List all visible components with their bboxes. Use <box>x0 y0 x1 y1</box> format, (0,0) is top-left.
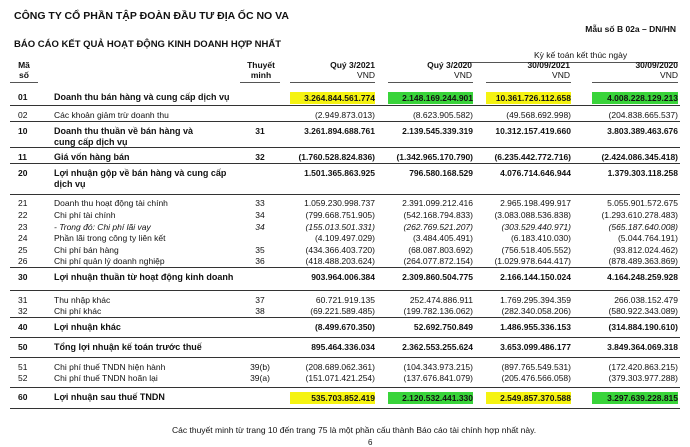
value-text: (580.922.343.089) <box>608 306 678 316</box>
value-text: (208.689.062.361) <box>305 362 375 372</box>
row-value <box>388 342 473 352</box>
value-text: 4.164.248.259.928 <box>607 272 678 282</box>
row-value <box>388 245 473 255</box>
row-label <box>54 198 168 209</box>
value-text: (1.760.528.824.836) <box>298 152 375 162</box>
row-code: 52 <box>18 373 28 383</box>
header-rule <box>10 82 38 83</box>
row-note-ref: 32 <box>255 152 265 162</box>
row-label <box>54 222 151 233</box>
row-value <box>486 152 571 162</box>
row-label <box>54 168 226 190</box>
value-text: (878.489.363.869) <box>608 256 678 266</box>
row-note-ref: 39(a) <box>250 373 270 383</box>
row-label-line: Doanh thu bán hàng và cung cấp dịch vụ <box>54 92 230 102</box>
value-text: 796.580.168.529 <box>409 168 473 178</box>
value-text: 252.474.886.911 <box>409 295 473 305</box>
header-rule <box>240 82 280 83</box>
value-text: (49.568.692.998) <box>506 110 571 120</box>
period-label: Quý 3/2021 <box>330 60 375 70</box>
code-header-line-2: số <box>19 70 29 80</box>
row-value <box>388 110 473 120</box>
row-code: 50 <box>18 342 28 352</box>
row-value <box>486 295 571 305</box>
form-number: Mẫu số B 02a – DN/HN <box>585 24 676 34</box>
row-value <box>290 126 375 136</box>
row-label <box>54 110 169 121</box>
row-value <box>592 110 678 120</box>
value-text: (69.221.589.485) <box>310 306 375 316</box>
value-text: 2.391.099.212.416 <box>402 198 473 208</box>
row-label-line: Chi phí tài chính <box>54 210 116 220</box>
value-text: (897.765.549.531) <box>501 362 571 372</box>
value-text: 903.964.006.384 <box>311 272 375 282</box>
row-label <box>54 362 165 373</box>
row-label-line: Doanh thu hoạt động tài chính <box>54 198 168 208</box>
value-text: 3.264.844.561.774 <box>290 92 375 104</box>
row-value <box>592 342 678 352</box>
row-value <box>592 222 678 232</box>
value-text: 60.721.919.135 <box>315 295 375 305</box>
row-note-ref: 35 <box>255 245 265 255</box>
row-label-line: Phần lãi trong công ty liên kết <box>54 233 166 243</box>
footer-note: Các thuyết minh từ trang 10 đến trang 75 là một phần cấu thành Báo cáo tài chính hợp nhất này. <box>172 425 537 435</box>
row-label-line: Lợi nhuận gộp về bán hàng và cung cấp <box>54 168 227 178</box>
row-value <box>592 198 678 208</box>
note-header-line-2: minh <box>250 70 272 80</box>
row-value <box>290 342 375 352</box>
value-text: 1.059.230.998.737 <box>304 198 375 208</box>
row-label-line: Tổng lợi nhuận kế toán trước thuế <box>54 342 202 352</box>
value-text: (262.769.521.207) <box>403 222 473 232</box>
value-text: (151.071.421.254) <box>305 373 375 383</box>
value-text: (418.488.203.624) <box>305 256 375 266</box>
row-value <box>486 222 571 232</box>
period-column-header <box>275 60 375 80</box>
value-text: (1.029.978.644.417) <box>494 256 571 266</box>
value-text: 2.309.860.504.775 <box>402 272 473 282</box>
row-value <box>290 272 375 282</box>
row-value <box>388 92 473 104</box>
period-unit: VND <box>552 70 570 80</box>
row-note-ref: 39(b) <box>250 362 270 372</box>
row-value <box>388 198 473 208</box>
value-text: (104.343.973.215) <box>403 362 473 372</box>
header-rule <box>290 82 375 83</box>
row-value <box>592 126 678 136</box>
row-value <box>486 233 571 243</box>
row-value <box>290 198 375 208</box>
value-text: (282.340.058.206) <box>501 306 571 316</box>
row-value <box>388 152 473 162</box>
value-text: (8.499.670.350) <box>314 322 375 332</box>
value-text: 2.166.144.150.024 <box>500 272 571 282</box>
row-value <box>592 295 678 305</box>
row-label <box>54 322 121 333</box>
value-text: 10.312.157.419.660 <box>495 126 571 136</box>
row-note-ref: 37 <box>255 295 265 305</box>
row-value <box>290 210 375 220</box>
row-value <box>486 272 571 282</box>
row-value <box>486 362 571 372</box>
value-text: 10.361.726.112.658 <box>486 92 571 104</box>
value-text: 4.008.228.129.213 <box>592 92 678 104</box>
page-number: 6 <box>368 438 373 447</box>
row-value <box>290 222 375 232</box>
row-code: 40 <box>18 322 28 332</box>
row-label <box>54 306 101 317</box>
value-text: 2.148.169.244.901 <box>388 92 473 104</box>
value-text: (314.884.190.610) <box>608 322 678 332</box>
row-code: 02 <box>18 110 28 120</box>
row-label-line: Các khoản giảm trừ doanh thu <box>54 110 169 120</box>
value-text: (303.529.440.971) <box>501 222 571 232</box>
row-value <box>592 272 678 282</box>
row-label <box>54 210 115 221</box>
row-note-ref: 31 <box>255 126 265 136</box>
row-code: 30 <box>18 272 28 282</box>
value-text: (68.087.803.692) <box>408 245 473 255</box>
row-separator <box>10 337 680 338</box>
value-text: 2.139.545.339.319 <box>402 126 473 136</box>
row-value <box>486 373 571 383</box>
row-value <box>592 92 678 104</box>
row-value <box>290 92 375 104</box>
row-value <box>290 168 375 178</box>
value-text: (199.782.136.062) <box>403 306 473 316</box>
row-value <box>486 168 571 178</box>
value-text: (5.044.764.191) <box>617 233 678 243</box>
value-text: (93.812.024.462) <box>613 245 678 255</box>
row-label-line: Thu nhập khác <box>54 295 111 305</box>
row-value <box>290 110 375 120</box>
report-title: BÁO CÁO KẾT QUẢ HOẠT ĐỘNG KINH DOANH HỢP NHẤT <box>14 39 282 50</box>
row-label <box>54 272 233 283</box>
row-label-line: Doanh thu thuần về bán hàng và <box>54 126 194 136</box>
period-heading: Kỳ kế toán kết thúc ngày <box>534 50 628 60</box>
company-name: CÔNG TY CỔ PHẦN TẬP ĐOÀN ĐẦU TƯ ĐỊA ỐC NO VA <box>14 10 289 22</box>
row-value <box>290 256 375 266</box>
value-text: (379.303.977.288) <box>608 373 678 383</box>
value-text: (1.293.610.278.483) <box>601 210 678 220</box>
value-text: (6.183.410.030) <box>510 233 571 243</box>
row-value <box>592 392 678 404</box>
row-value <box>592 306 678 316</box>
row-value <box>388 322 473 332</box>
row-label <box>54 152 130 163</box>
value-text: (756.518.405.552) <box>501 245 571 255</box>
row-code: 11 <box>18 152 27 162</box>
period-unit: VND <box>660 70 678 80</box>
value-text: (137.676.841.079) <box>403 373 473 383</box>
row-value <box>486 342 571 352</box>
value-text: 266.038.152.479 <box>614 295 678 305</box>
row-value <box>290 233 375 243</box>
value-text: (565.187.640.008) <box>608 222 678 232</box>
row-value <box>486 256 571 266</box>
value-text: 3.261.894.688.761 <box>304 126 375 136</box>
row-value <box>592 210 678 220</box>
row-code: 26 <box>18 256 28 266</box>
row-code: 23 <box>18 222 28 232</box>
period-unit: VND <box>357 70 375 80</box>
code-header-line-1: Mã <box>18 60 30 70</box>
row-note-ref: 34 <box>255 210 265 220</box>
row-value <box>486 306 571 316</box>
row-label-line: Lợi nhuận thuần từ hoạt động kinh doanh <box>54 272 234 282</box>
row-value <box>486 245 571 255</box>
row-separator <box>10 121 680 122</box>
value-text: 535.703.852.419 <box>290 392 375 404</box>
note-header-line-1: Thuyết <box>247 60 275 70</box>
row-label-line: dịch vụ <box>54 179 86 189</box>
row-value <box>290 152 375 162</box>
row-separator <box>10 387 680 388</box>
row-value <box>486 126 571 136</box>
value-text: 2.362.553.255.624 <box>402 342 473 352</box>
row-label-line: Lợi nhuận sau thuế TNDN <box>54 392 165 402</box>
row-label-line: Giá vốn hàng bán <box>54 152 130 162</box>
row-label <box>54 295 110 306</box>
value-text: (8.623.905.582) <box>412 110 473 120</box>
row-separator <box>10 290 680 291</box>
row-code: 20 <box>18 168 28 178</box>
value-text: 3.849.364.069.318 <box>607 342 678 352</box>
row-value <box>486 110 571 120</box>
row-label-line: Chi phí khác <box>54 306 102 316</box>
row-label <box>54 245 119 256</box>
row-note-ref: 36 <box>255 256 265 266</box>
row-value <box>592 362 678 372</box>
row-value <box>486 198 571 208</box>
row-value <box>388 392 473 404</box>
row-note-ref: 33 <box>255 198 265 208</box>
row-code: 31 <box>18 295 28 305</box>
row-value <box>388 306 473 316</box>
row-value <box>592 245 678 255</box>
row-separator <box>10 317 680 318</box>
period-label: 30/09/2021 <box>527 60 570 70</box>
value-text: 2.549.857.370.588 <box>486 392 571 404</box>
period-label: 30/09/2020 <box>635 60 678 70</box>
value-text: (2.424.086.345.418) <box>601 152 678 162</box>
row-value <box>290 306 375 316</box>
row-separator <box>10 408 680 409</box>
row-label <box>54 342 202 353</box>
row-label <box>54 392 165 403</box>
row-value <box>486 210 571 220</box>
row-label-line: Chi phí bán hàng <box>54 245 119 255</box>
row-value <box>388 256 473 266</box>
row-value <box>592 256 678 266</box>
value-text: (172.420.863.215) <box>608 362 678 372</box>
header-rule <box>388 82 473 83</box>
period-unit: VND <box>454 70 472 80</box>
code-column-header <box>10 60 38 80</box>
row-code: 22 <box>18 210 28 220</box>
row-note-ref: 34 <box>255 222 265 232</box>
row-value <box>388 295 473 305</box>
value-text: (434.366.403.720) <box>305 245 375 255</box>
row-code: 24 <box>18 233 28 243</box>
value-text: 1.486.955.336.153 <box>500 322 571 332</box>
value-text: 2.965.198.499.917 <box>500 198 571 208</box>
row-separator <box>10 194 680 195</box>
row-value <box>486 392 571 404</box>
row-code: 10 <box>18 126 28 136</box>
row-value <box>290 295 375 305</box>
row-label <box>54 233 166 244</box>
row-label-line: cung cấp dịch vụ <box>54 137 128 147</box>
row-label <box>54 92 230 103</box>
value-text: (4.109.497.029) <box>314 233 375 243</box>
period-column-header <box>470 60 570 80</box>
row-value <box>388 272 473 282</box>
row-value <box>290 373 375 383</box>
header-rule <box>592 82 678 83</box>
row-code: 51 <box>18 362 28 372</box>
row-separator <box>10 105 680 106</box>
value-text: 1.769.295.394.359 <box>500 295 571 305</box>
row-value <box>290 362 375 372</box>
row-value <box>388 222 473 232</box>
value-text: 52.692.750.849 <box>413 322 473 332</box>
row-value <box>290 322 375 332</box>
value-text: (6.235.442.772.716) <box>494 152 571 162</box>
value-text: 5.055.901.572.675 <box>607 198 678 208</box>
value-text: 895.464.336.034 <box>311 342 375 352</box>
row-value <box>592 233 678 243</box>
row-label <box>54 256 165 267</box>
value-text: 1.379.303.118.258 <box>607 168 678 178</box>
row-value <box>388 362 473 372</box>
value-text: (542.168.794.833) <box>403 210 473 220</box>
value-text: 3.297.639.228.815 <box>592 392 678 404</box>
row-value <box>592 322 678 332</box>
value-text: (205.476.566.058) <box>501 373 571 383</box>
row-separator <box>10 163 680 164</box>
row-note-ref: 38 <box>255 306 265 316</box>
row-code: 25 <box>18 245 28 255</box>
row-value <box>388 168 473 178</box>
value-text: 3.653.099.486.177 <box>500 342 571 352</box>
value-text: (1.342.965.170.790) <box>396 152 473 162</box>
row-value <box>388 233 473 243</box>
value-text: (264.077.872.154) <box>403 256 473 266</box>
row-value <box>592 373 678 383</box>
row-label-line: Lợi nhuận khác <box>54 322 121 332</box>
value-text: 1.501.365.863.925 <box>304 168 375 178</box>
row-value <box>592 152 678 162</box>
row-separator <box>10 267 680 268</box>
value-text: (3.083.088.536.838) <box>494 210 571 220</box>
row-value <box>486 92 571 104</box>
row-value <box>388 126 473 136</box>
value-text: (799.668.751.905) <box>305 210 375 220</box>
row-value <box>388 373 473 383</box>
row-value <box>388 210 473 220</box>
value-text: (155.013.501.331) <box>305 222 375 232</box>
header-rule <box>486 82 571 83</box>
value-text: 3.803.389.463.676 <box>607 126 678 136</box>
value-text: 4.076.714.646.944 <box>500 168 571 178</box>
row-code: 60 <box>18 392 28 402</box>
value-text: (204.838.665.537) <box>608 110 678 120</box>
period-column-header <box>578 60 678 80</box>
row-label-line: - Trong đó: Chi phí lãi vay <box>54 222 151 232</box>
value-text: (3.484.405.491) <box>412 233 473 243</box>
period-label: Quý 3/2020 <box>427 60 472 70</box>
value-text: (2.949.873.013) <box>314 110 375 120</box>
row-separator <box>10 357 680 358</box>
row-label-line: Chi phí thuế TNDN hiện hành <box>54 362 166 372</box>
row-value <box>592 168 678 178</box>
row-value <box>290 392 375 404</box>
value-text: 2.120.532.441.330 <box>388 392 473 404</box>
row-label <box>54 373 158 384</box>
row-code: 21 <box>18 198 28 208</box>
period-column-header <box>372 60 472 80</box>
row-label-line: Chi phí thuế TNDN hoãn lại <box>54 373 158 383</box>
row-value <box>290 245 375 255</box>
row-code: 01 <box>18 92 28 102</box>
row-code: 32 <box>18 306 28 316</box>
row-value <box>486 322 571 332</box>
row-label-line: Chi phí quản lý doanh nghiệp <box>54 256 165 266</box>
row-separator <box>10 147 680 148</box>
row-label <box>54 126 193 148</box>
